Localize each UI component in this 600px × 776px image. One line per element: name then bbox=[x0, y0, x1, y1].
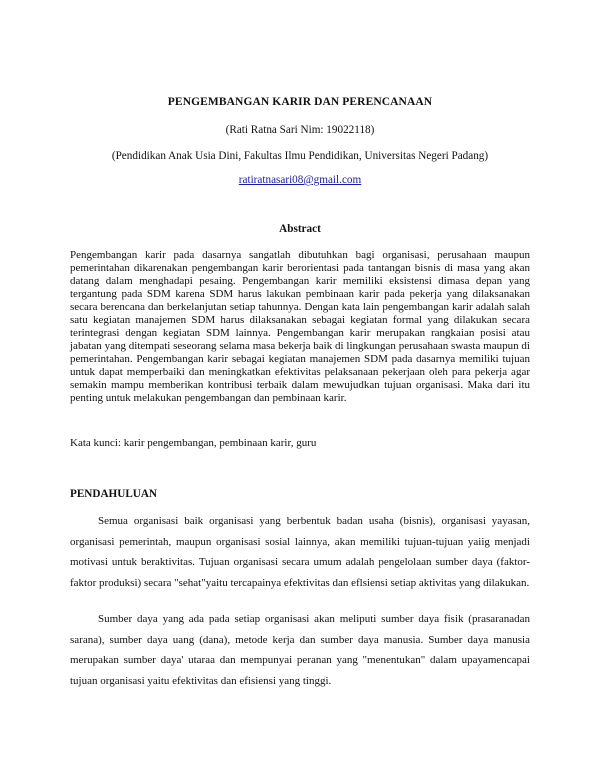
section-heading: PENDAHULUAN bbox=[70, 488, 158, 500]
abstract-heading: Abstract bbox=[279, 223, 321, 235]
affiliation-line: (Pendidikan Anak Usia Dini, Fakultas Ilmu Pendidikan, Universitas Negeri Padang) bbox=[111, 150, 489, 162]
author-line: (Rati Ratna Sari Nim: 19022118) bbox=[225, 124, 375, 136]
email-link[interactable]: ratiratnasari08@gmail.com bbox=[238, 174, 362, 186]
keywords-line: Kata kunci: karir pengembangan, pembinaan karir, guru bbox=[70, 437, 317, 449]
email-line bbox=[0, 174, 600, 186]
abstract-text: Pengembangan karir pada dasarnya sangatlah dibutuhkan bagi organisasi, perusahaan maupun pemerintahan dikarenakan pengembangan karir berorientasi pada tantangan bisnis di masa yang akan datang dalam menghadapi pesaing. Pengembangan karir memiliki eksistensi dimasa depan yang tergantung pada SDM karena SDM harus lakukan pembinaan karir pada pekerja yang dilaksanakan secara berencana dan berkelanjutan setiap tahunnya. Dengan kata lain pengembangan karir adalah salah satu kegiatan manajemen SDM harus dilaksanakan sebagai kegiatan formal yang dilakukan secara terintegrasi dengan kegiatan SDM lainnya. Pengembangan karir merupakan rangkaian posisi atau jabatan yang ditempati seseorang selama masa bekerja baik di lingkungan perusahaan swasta maupun di pemerintahan. Pengembangan karir sebagai kegiatan manajemen SDM pada dasarnya memiliki tujuan untuk dapat memperbaiki dan meningkatkan efektivitas pelaksanaan pekerjaan oleh para pekerja agar semakin mampu memberikan kontribusi terbaik dalam mewujudkan tujuan organisasi. Maka dari itu penting untuk melakukan pengembangan dan pembinaan karir. bbox=[70, 249, 530, 404]
body-paragraph: Sumber daya yang ada pada setiap organisasi akan meliputi sumber daya fisik (prasaranadan sarana), sumber daya uang (dana), metode kerja dan sumber daya manusia. Sumber daya manusia merupakan sumber daya' utaraa dan mempunyai peranan yang "menentukan" dalam upayamencapai tujuan organisasi yaitu efektivitas dan efisiensi yang tinggi. bbox=[70, 613, 530, 687]
paper-title: PENGEMBANGAN KARIR DAN PERENCANAAN bbox=[167, 96, 433, 108]
body-paragraph: Semua organisasi baik organisasi yang berbentuk badan usaha (bisnis), organisasi yayasan, organisasi pemerintah, maupun organisasi sosial lainnya, akan memiliki tujuan-tujuan yaiig menjadi motivasi untuk beraktivitas. Tujuan organisasi secara umum adalah pengelolaan sumber daya (faktor-faktor produksi) secara "sehat"yaitu tercapainya efektivitas dan eflsiensi setiap aktivitas yang dilakukan. bbox=[70, 515, 530, 589]
